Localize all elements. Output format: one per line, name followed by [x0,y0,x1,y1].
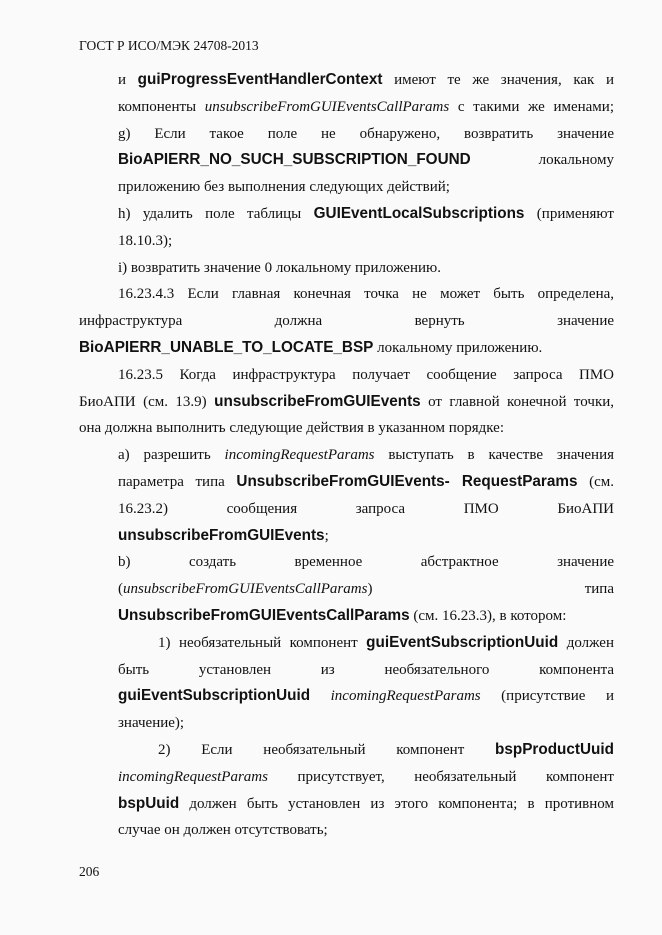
text-span: ; [324,527,329,544]
text-span: i) возвратить значение 0 локальному приложению. [118,259,441,276]
text-span: быть установлен из необязательного компонента [118,661,614,678]
text-line [118,713,614,733]
text-span: 16.23.4.3 Если главная конечная точка не может быть определена, [118,286,614,303]
text-line [158,633,614,653]
text-line [79,392,614,412]
text-line [118,177,614,197]
text-line [118,231,614,251]
text-span: инфраструктура должна вернуть значение [79,313,614,330]
text-span: (см. 16.23.3), в котором: [409,608,567,624]
text-line [79,338,614,358]
text-line [118,526,614,546]
text-span: от главной конечной точки, [420,393,615,410]
text-line [118,70,614,90]
text-span: БиоАПИ (см. 13.9) [79,393,215,410]
text-span: 18.10.3); [118,232,173,249]
text-span: параметра типа [118,474,237,490]
text-span: локальному приложению. [373,340,543,356]
text-span: h) удалить поле таблицы [118,206,314,222]
text-line [118,97,614,117]
text-line [118,124,614,144]
text-span: она должна выполнить следующие действия в указанном порядке: [79,420,504,437]
code-identifier: bspUuid [118,794,180,812]
text-line [118,150,614,170]
text-span: значение); [118,715,185,732]
text-line [118,820,614,840]
text-span: ( [118,581,123,598]
italic-term: incomingRequestParams [224,447,375,464]
text-span [310,688,331,704]
text-line [118,258,614,278]
text-line [118,365,614,385]
text-span: компоненты [118,98,205,115]
italic-term: unsubscribeFromGUIEventsCallParams [123,581,368,598]
italic-term: incomingRequestParams [118,768,268,785]
italic-term: unsubscribeFromGUIEventsCallParams [204,98,450,115]
text-line [118,204,614,224]
code-identifier: bspProductUuid [495,741,614,758]
text-line [118,579,614,599]
code-identifier: UnsubscribeFromGUIEventsCallParams [118,607,410,624]
text-span: присутствует, необязательный компонент [267,768,614,785]
text-span: должен [558,634,614,651]
text-span: g) Если такое поле не обнаружено, возвратить значение [118,125,614,142]
code-identifier: guiEventSubscriptionUuid [118,687,311,705]
text-line [118,767,614,787]
text-span: должен быть установлен из этого компонента; в противном [179,795,614,812]
text-span: имеют те же значения, как и [382,72,615,88]
text-span: а) разрешить [118,447,225,464]
text-span: и [118,72,138,88]
text-line [158,740,614,760]
text-span: приложению без выполнения следующих действий; [118,179,450,196]
text-span: 16.23.2) сообщения запроса ПМО БиоАПИ [118,500,614,517]
code-identifier: guiEventSubscriptionUuid [366,633,559,651]
text-line [118,499,614,519]
code-identifier: GUIEventLocalSubscriptions [313,205,525,222]
page-number: 206 [79,864,100,879]
text-line [118,686,614,706]
text-line [118,472,614,492]
text-span: 1) необязательный компонент [158,634,367,651]
text-line [79,418,614,438]
document-header: ГОСТ Р ИСО/МЭК 24708-2013 [79,38,259,53]
text-line [118,606,614,626]
text-span: (присутствие и [480,688,614,705]
text-span: b) создать временное абстрактное значение [118,554,614,571]
text-span: (применяют [524,206,614,222]
text-span: выступать в качестве значения [374,447,614,464]
text-line [118,552,614,572]
text-line [118,660,614,680]
text-line [118,445,614,465]
text-line [79,311,614,331]
code-identifier: BioAPIERR_NO_SUCH_SUBSCRIPTION_FOUND [118,151,471,169]
text-line [118,794,614,814]
text-span: ) типа [367,581,614,598]
italic-term: incomingRequestParams [330,688,481,705]
text-span: с такими же именами; [449,98,614,115]
code-identifier: BioAPIERR_UNABLE_TO_LOCATE_BSP [79,339,374,356]
code-identifier: unsubscribeFromGUIEvents [118,526,325,544]
text-span: 2) Если необязательный компонент [158,742,496,758]
code-identifier: UnsubscribeFromGUIEvents- RequestParams [236,473,578,490]
code-identifier: unsubscribeFromGUIEvents [214,392,421,410]
text-span: случае он должен отсутствовать; [118,822,328,839]
text-span: 16.23.5 Когда инфраструктура получает сообщение запроса ПМО [118,366,614,383]
text-line [118,284,614,304]
text-span: локальному [470,152,614,169]
text-span: (см. [577,474,614,490]
code-identifier: guiProgressEventHandlerContext [137,71,383,88]
